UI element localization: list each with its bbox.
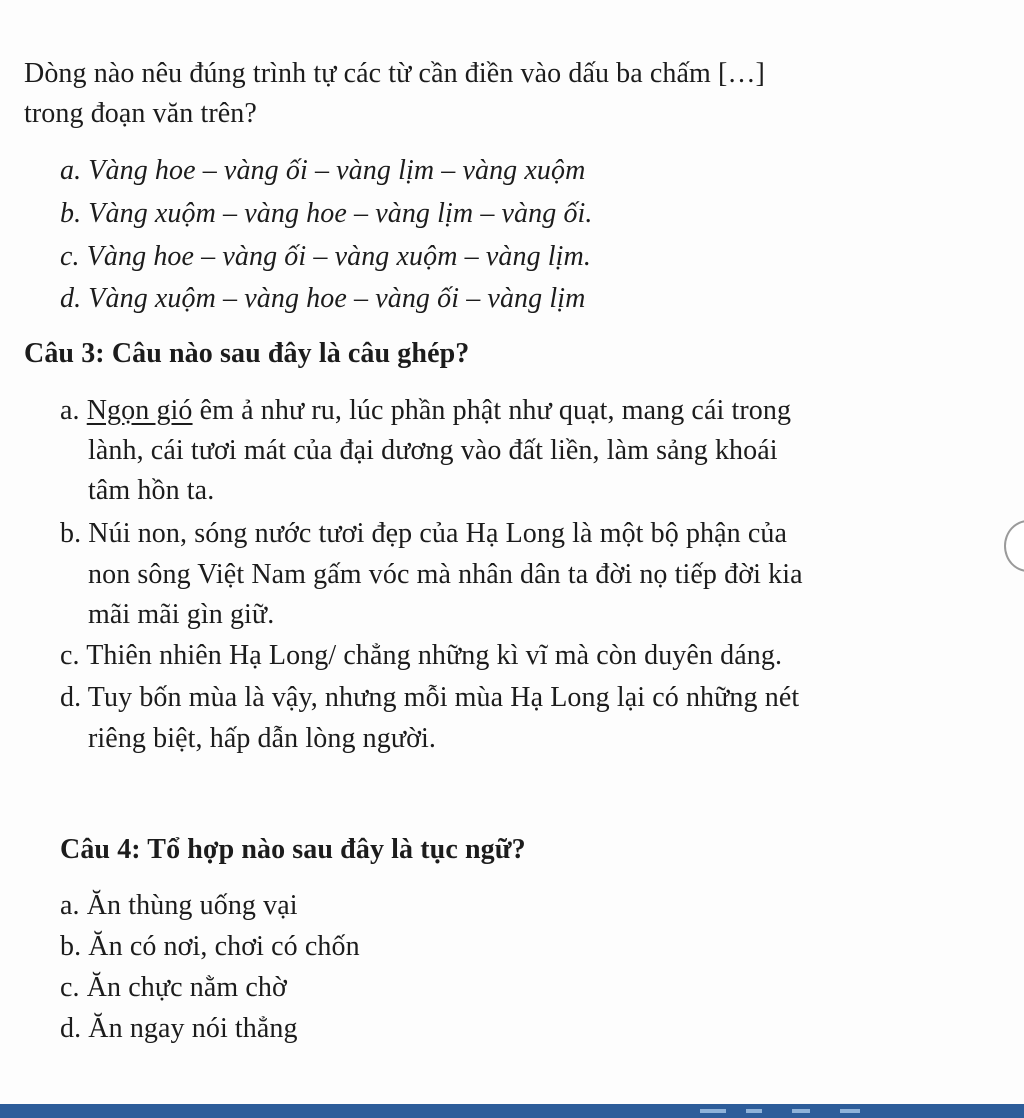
toolbar-mark [746, 1109, 762, 1113]
question4-option-a: a. Ăn thùng uống vại [60, 890, 298, 921]
question2-option-b: b. Vàng xuộm – vàng hoe – vàng lịm – vàng ối. [60, 198, 593, 229]
question2-option-c: c. Vàng hoe – vàng ối – vàng xuộm – vàng lịm. [60, 241, 591, 272]
question3-option-a-line2: lành, cái tươi mát của đại dương vào đất liền, làm sảng khoái [88, 435, 778, 466]
bottom-toolbar [0, 1104, 1024, 1118]
question4-title: Câu 4: Tổ hợp nào sau đây là tục ngữ? [60, 834, 526, 865]
question2-option-d: d. Vàng xuộm – vàng hoe – vàng ối – vàng lịm [60, 283, 586, 314]
question2-option-a: a. Vàng hoe – vàng ối – vàng lịm – vàng xuộm [60, 155, 586, 186]
toolbar-mark [840, 1109, 860, 1113]
question3-option-b-line2: non sông Việt Nam gấm vóc mà nhân dân ta đời nọ tiếp đời kia [88, 559, 803, 590]
question3-option-a-underlined: Ngọn gió [86, 395, 193, 426]
question3-option-a-rest: êm ả như ru, lúc phần phật như quạt, mang cái trong [192, 395, 792, 426]
question4-option-c: c. Ăn chực nằm chờ [60, 972, 287, 1003]
question3-option-b-line3: mãi mãi gìn giữ. [88, 599, 275, 630]
question3-title: Câu 3: Câu nào sau đây là câu ghép? [24, 338, 470, 369]
question3-option-a-line3: tâm hồn ta. [88, 475, 215, 506]
question4-option-d: d. Ăn ngay nói thẳng [60, 1013, 298, 1044]
question3-option-a-line1 [60, 391, 791, 431]
question3-option-d-line2: riêng biệt, hấp dẫn lòng người. [88, 723, 437, 754]
toolbar-mark [700, 1109, 726, 1113]
toolbar-mark [792, 1109, 810, 1113]
question4-option-b: b. Ăn có nơi, chơi có chốn [60, 931, 360, 962]
question3-option-a-label: a. [60, 395, 87, 426]
question3-option-d-line1: d. Tuy bốn mùa là vậy, nhưng mỗi mùa Hạ Long lại có những nét [60, 682, 800, 713]
question2-prompt-line2: trong đoạn văn trên? [24, 98, 257, 129]
question3-option-c: c. Thiên nhiên Hạ Long/ chẳng những kì vĩ mà còn duyên dáng. [60, 640, 783, 671]
question3-option-b-line1: b. Núi non, sóng nước tươi đẹp của Hạ Long là một bộ phận của [60, 518, 788, 549]
question2-prompt-line1: Dòng nào nêu đúng trình tự các từ cần điền vào dấu ba chấm […] [24, 58, 765, 89]
